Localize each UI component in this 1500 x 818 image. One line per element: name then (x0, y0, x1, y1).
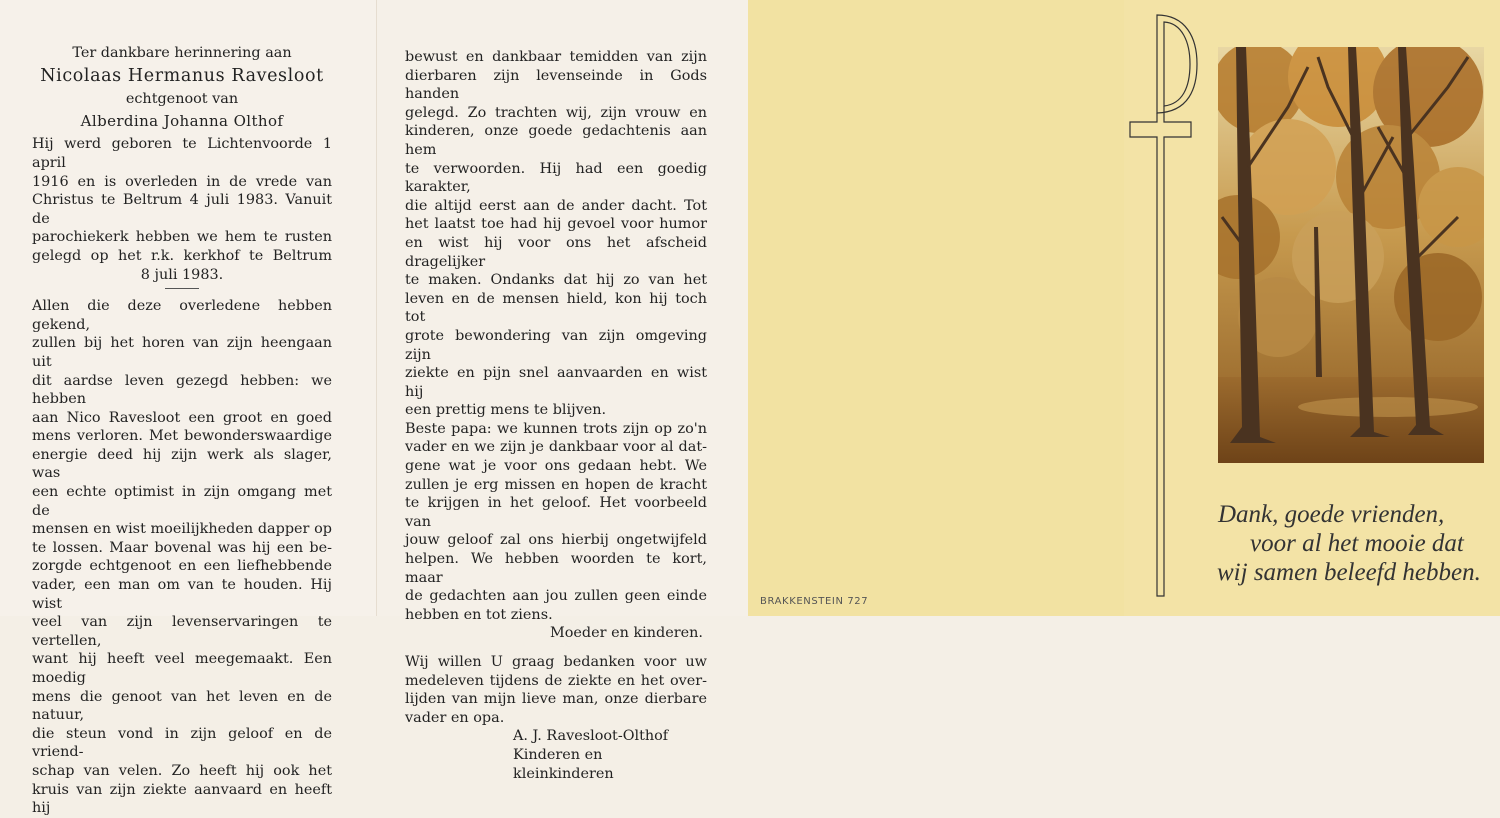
thanks-line: medeleven tijdens de ziekte en het over- (405, 672, 707, 689)
address-line: de gedachten aan jou zullen geen einde (405, 588, 707, 605)
thanks-line: vader en opa. (405, 709, 505, 726)
address-line: helpen. We hebben woorden te kort, maar (405, 551, 707, 586)
remembrance-line: het laatst toe had hij gevoel voor humor (405, 216, 707, 233)
bio-line: gelegd op het r.k. kerkhof te Beltrum (32, 247, 332, 264)
remembrance-line: grote bewondering van zijn omgeving zijn (405, 327, 707, 363)
remembrance-line: leven en de mensen hield, kon hij toch tot (405, 290, 707, 326)
tribute-line: zullen bij het horen van zijn heengaan uit (32, 335, 332, 370)
memorial-text-right (405, 48, 707, 783)
bio-line: 8 juli 1983. (140, 266, 224, 283)
tribute-line: mens die genoot van het leven en de natuur, (32, 688, 332, 724)
tribute-line: een echte optimist in zijn omgang met de (32, 484, 332, 519)
address-line: te krijgen in het geloof. Het voorbeeld van (405, 495, 707, 530)
thanks-line: Dank, goede vrienden, (1218, 501, 1445, 528)
cover-thanks-text (1212, 500, 1484, 587)
bio-line: Christus te Beltrum 4 juli 1983. Vanuit de (32, 192, 332, 227)
divider (165, 288, 199, 289)
address-line: Beste papa: we kunnen trots zijn op zo'n (405, 420, 707, 437)
spacer (405, 643, 707, 653)
address-line: jouw geloof zal ons hierbij ongetwijfeld (405, 532, 707, 549)
address-line: hebben en tot ziens. (405, 606, 553, 623)
address-line: vader en we zijn je dankbaar voor al dat- (405, 439, 707, 456)
tribute-line: want hij heeft veel meegemaakt. Een moedig (32, 651, 332, 686)
remembrance-line: te maken. Ondanks dat hij zo van het (405, 272, 707, 289)
tribute-line: die steun vond in zijn geloof en de vriend- (32, 725, 332, 761)
deceased-name: Nicolaas Hermanus Ravesloot (40, 65, 324, 86)
address-line: zullen je erg missen en hopen de kracht (405, 476, 707, 493)
family-signoff: Moeder en kinderen. (549, 625, 703, 642)
remembrance-line: en wist hij voor ons het afscheid dragelijker (405, 234, 707, 270)
tribute-line: schap van velen. Zo heeft hij ook het (32, 762, 332, 779)
remembrance-line: te verwoorden. Hij had een goedig karakter, (405, 160, 707, 196)
card-panel-blank (748, 0, 1124, 616)
tribute-line: mensen en wist moeilijkheden dapper op (32, 521, 332, 538)
card-panel-left (0, 0, 376, 817)
thanks-line: wij samen beleefd hebben. (1217, 559, 1481, 586)
card-panel-cover (1124, 0, 1500, 616)
remembrance-line: die altijd eerst aan de ander dacht. Tot (405, 197, 707, 214)
spouse-name: Alberdina Johanna Olthof (80, 111, 284, 130)
spouse-intro: echtgenoot van (125, 91, 239, 108)
tribute-line: te lossen. Maar bovenal was hij een be- (32, 539, 332, 556)
remembrance-line: dierbaren zijn levenseinde in Gods handen (405, 67, 707, 103)
card-panel-middle (376, 0, 749, 782)
thanks-line: Wij willen U graag bedanken voor uw (405, 654, 707, 670)
signature-line: A. J. Ravesloot-Olthof (513, 728, 669, 745)
tribute-line: energie deed hij zijn werk als slager, was (32, 446, 332, 482)
remembrance-line: bewust en dankbaar temidden van zijn (405, 49, 707, 65)
tribute-line: aan Nico Ravesloot een groot en goed (32, 409, 332, 426)
tribute-line: zorgde echtgenoot en een liefhebbende (32, 558, 332, 575)
publisher-mark: BRAKKENSTEIN 727 (760, 596, 869, 607)
autumn-trees-photo (1218, 47, 1484, 463)
tribute-line: Allen die deze overledene hebben gekend, (32, 298, 332, 333)
memorial-text-left (32, 44, 332, 818)
tribute-line: veel van zijn levenservaringen te vertellen, (32, 614, 332, 649)
remembrance-line: ziekte en pijn snel aanvaarden en wist hij (405, 365, 707, 400)
tribute-line: dit aardse leven gezegd hebben: we hebben (32, 372, 332, 408)
remembrance-line: kinderen, onze goede gedachtenis aan hem (405, 123, 707, 158)
tribute-line: mens verloren. Met bewonderswaardige (32, 428, 332, 445)
signature-line: Kinderen en kleinkinderen (513, 746, 614, 782)
bio-line: 1916 en is overleden in de vrede van (32, 173, 332, 190)
intro-line: Ter dankbare herinnering aan (72, 45, 292, 61)
address-line: gene wat je voor ons gedaan hebt. We (405, 458, 707, 475)
remembrance-line: gelegd. Zo trachten wij, zijn vrouw en (405, 104, 707, 121)
tribute-line: vader, een man om van te houden. Hij wist (32, 577, 332, 612)
bio-line: parochiekerk hebben we hem te rusten (32, 229, 332, 246)
thanks-line: voor al het mooie dat (1250, 530, 1464, 557)
tribute-line: kruis van zijn ziekte aanvaard en heeft hij (32, 781, 332, 817)
thanks-line: lijden van mijn lieve man, onze dierbare (405, 691, 707, 708)
remembrance-line: een prettig mens te blijven. (405, 402, 607, 419)
bio-line: Hij werd geboren te Lichtenvoorde 1 april (32, 136, 332, 171)
